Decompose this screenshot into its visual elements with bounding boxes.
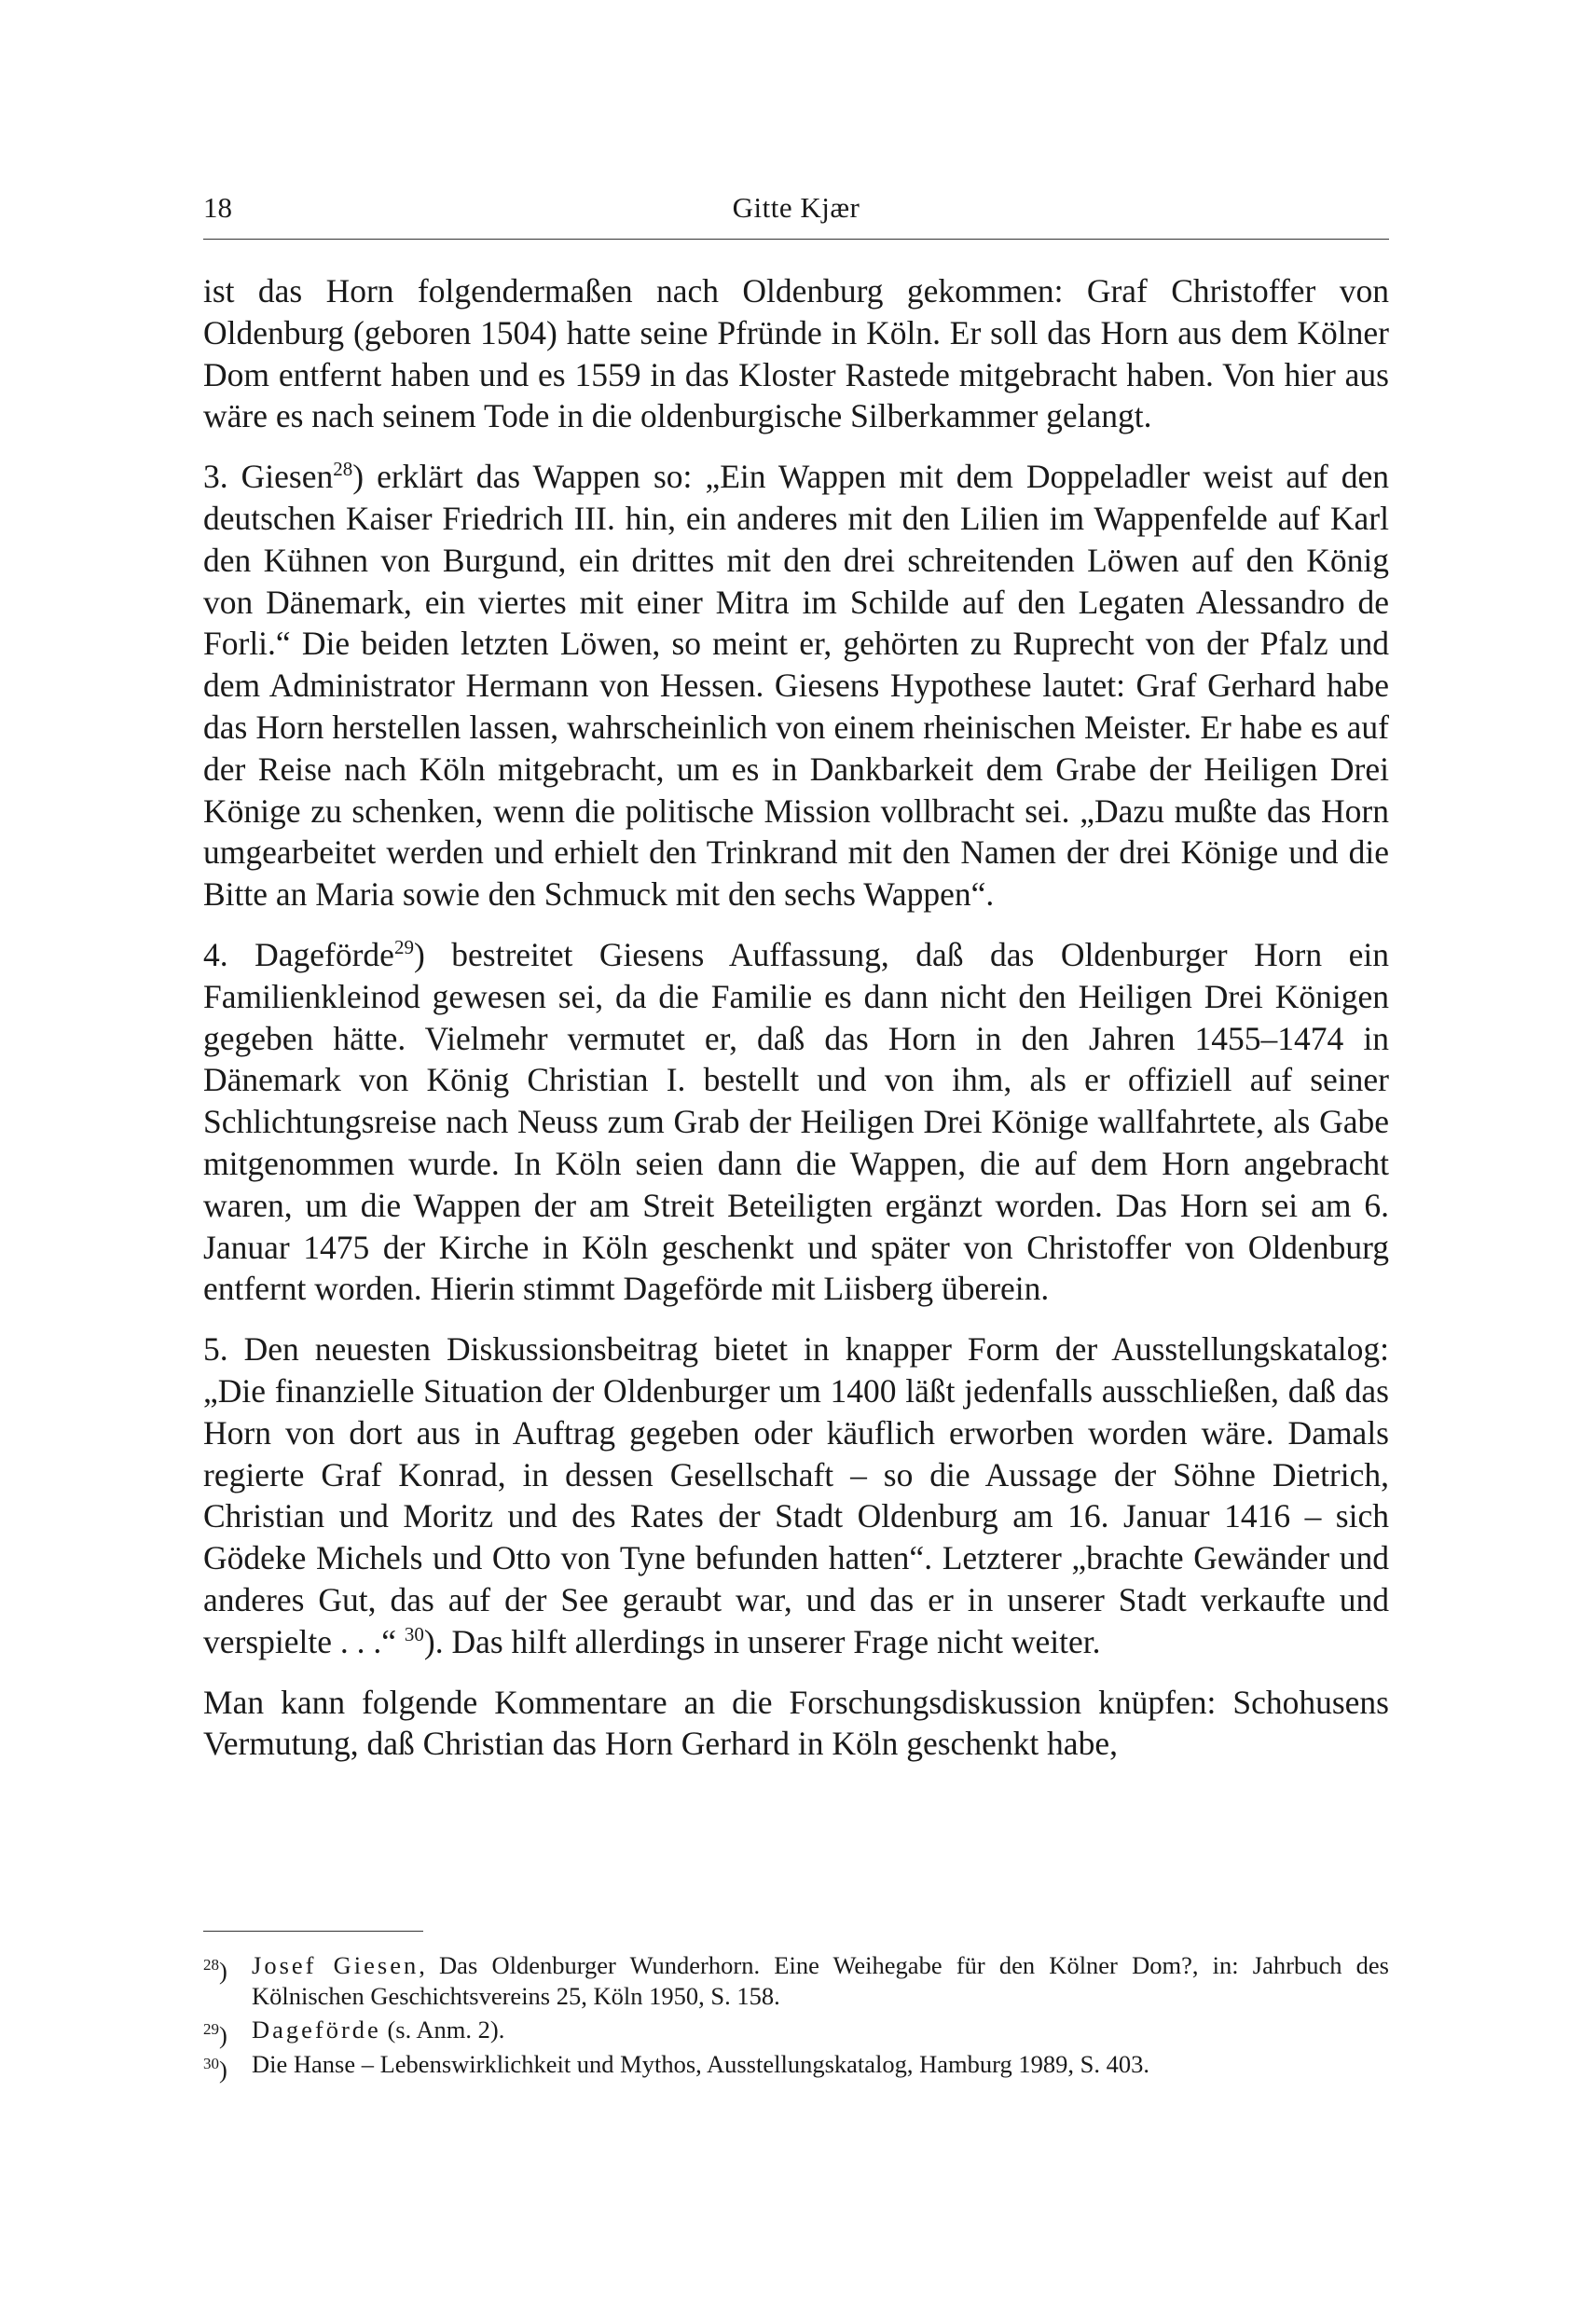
- footnote-marker: $^{29}$): [203, 2020, 227, 2049]
- footnote-marker: $^{28}$): [203, 1956, 227, 1985]
- footnote-28: [203, 1950, 1389, 2011]
- footnote-29: [203, 2015, 1389, 2049]
- body-text: [203, 270, 1389, 1783]
- page-number: 18: [203, 191, 232, 224]
- footnote-marker: $^{30}$): [203, 2054, 227, 2084]
- paragraph-point-3: [203, 456, 1389, 915]
- footnote-author: Dageförde: [252, 2016, 381, 2044]
- paragraph-point-4: [203, 934, 1389, 1310]
- footnote-text: , Das Oldenburger Wunderhorn. Eine Weihegabe für den Kölner Dom?, in: Jahrbuch des Kölnischen Geschichtsvereins 25, Köln 1950, S. 158.: [252, 1951, 1389, 2010]
- footnote-author: Josef Giesen: [252, 1951, 420, 1979]
- running-head: Gitte Kjær: [732, 191, 860, 224]
- footnote-ref-30[interactable]: 30: [404, 1622, 424, 1645]
- paragraph-text: ist das Horn folgendermaßen nach Oldenburg gekommen: Graf Christoffer von Oldenburg (geboren 1504) hatte seine Pfründe in Köln. Er soll das Horn aus dem Kölner Dom entfernt haben und es 1559 in das Kloster Rastede mitgebracht haben. Von hier aus wäre es nach seinem Tode in die oldenburgische Silberkammer gelangt.: [203, 272, 1389, 435]
- paragraph-commentary: [203, 1682, 1389, 1766]
- paragraph-text: ) erklärt das Wappen so: „Ein Wappen mit dem Doppeladler weist auf den deutschen Kaiser Friedrich III. hin, ein anderes mit den Lilien im Wappenfelde auf Karl den Kühnen von Burgund, ein drittes mit den drei schreitenden Löwen auf den König von Dänemark, ein viertes mit einer Mitra im Schilde auf den Legaten Alessandro de Forli.“ Die beiden letzten Löwen, so meint er, gehörten zu Ruprecht von der Pfalz und dem Administrator Hermann von Hessen. Giesens Hypothese lautet: Graf Gerhard habe das Horn herstellen lassen, wahrscheinlich von einem rheinischen Meister. Er habe es auf der Reise nach Köln mitgebracht, um es in Dankbarkeit dem Grabe der Heiligen Drei Könige zu schenken, wenn die politische Mission vollbracht sei. „Dazu mußte das Horn umgearbeitet werden und erhielt den Trinkrand mit den Namen der drei Könige und die Bitte an Maria sowie den Schmuck mit den sechs Wappen“.: [203, 458, 1389, 914]
- paragraph-text: 4. Dageförde: [203, 935, 394, 973]
- paragraph-text: ). Das hilft allerdings in unserer Frage nicht weiter.: [423, 1622, 1101, 1660]
- footnotes: [203, 1950, 1389, 2083]
- footnote-30: [203, 2049, 1389, 2084]
- footnote-text: (s. Anm. 2).: [380, 2016, 505, 2044]
- footnote-text: Die Hanse – Lebenswirklichkeit und Mythos, Ausstellungskatalog, Hamburg 1989, S. 403.: [252, 2049, 1149, 2078]
- paragraph-text: ) bestreitet Giesens Auffassung, daß das Oldenburger Horn ein Familienkleinod gewesen sei, da die Familie es dann nicht den Heiligen Drei Königen gegeben hätte. Vielmehr vermutet er, daß das Horn in den Jahren 1455–1474 in Dänemark von König Christian I. bestellt und von ihm, als er offiziell auf seiner Schlichtungsreise nach Neuss zum Grab der Heiligen Drei Könige wallfahrtete, als Gabe mitgenommen wurde. In Köln seien dann die Wappen, die auf dem Horn angebracht waren, um die Wappen der am Streit Beteiligten ergänzt worden. Das Horn sei am 6. Januar 1475 der Kirche in Köln geschenkt und später von Christoffer von Oldenburg entfernt worden. Hierin stimmt Dageförde mit Liisberg überein.: [203, 935, 1389, 1308]
- footnote-ref-29[interactable]: 29: [393, 936, 414, 959]
- page-header: [203, 191, 1389, 232]
- paragraph-text: 3. Giesen: [203, 458, 334, 496]
- paragraph-text: Man kann folgende Kommentare an die Forschungsdiskussion knüpfen: Schohusens Vermutung, daß Christian das Horn Gerhard in Köln geschenkt habe,: [203, 1683, 1389, 1763]
- paragraph-intro: [203, 270, 1389, 437]
- footnote-rule: [203, 1931, 423, 1932]
- paragraph-point-5: [203, 1328, 1389, 1662]
- footnote-ref-28[interactable]: 28: [333, 458, 353, 481]
- header-rule: [203, 239, 1389, 240]
- paragraph-text: 5. Den neuesten Diskussionsbeitrag bietet in knapper Form der Ausstellungskatalog: „Die finanzielle Situation der Oldenburger um 1400 läßt jedenfalls ausschließen, daß das Horn von dort aus in Auftrag gegeben oder käuflich erworben worden wäre. Damals regierte Graf Konrad, in dessen Gesellschaft – so die Aussage der Söhne Dietrich, Christian und Moritz und des Rates der Stadt Oldenburg am 16. Januar 1416 – sich Gödeke Michels und Otto von Tyne befunden hatten“. Letzterer „brachte Gewänder und anderes Gut, das auf der See geraubt war, und das er in unserer Stadt verkaufte und verspielte . . .“: [203, 1330, 1389, 1660]
